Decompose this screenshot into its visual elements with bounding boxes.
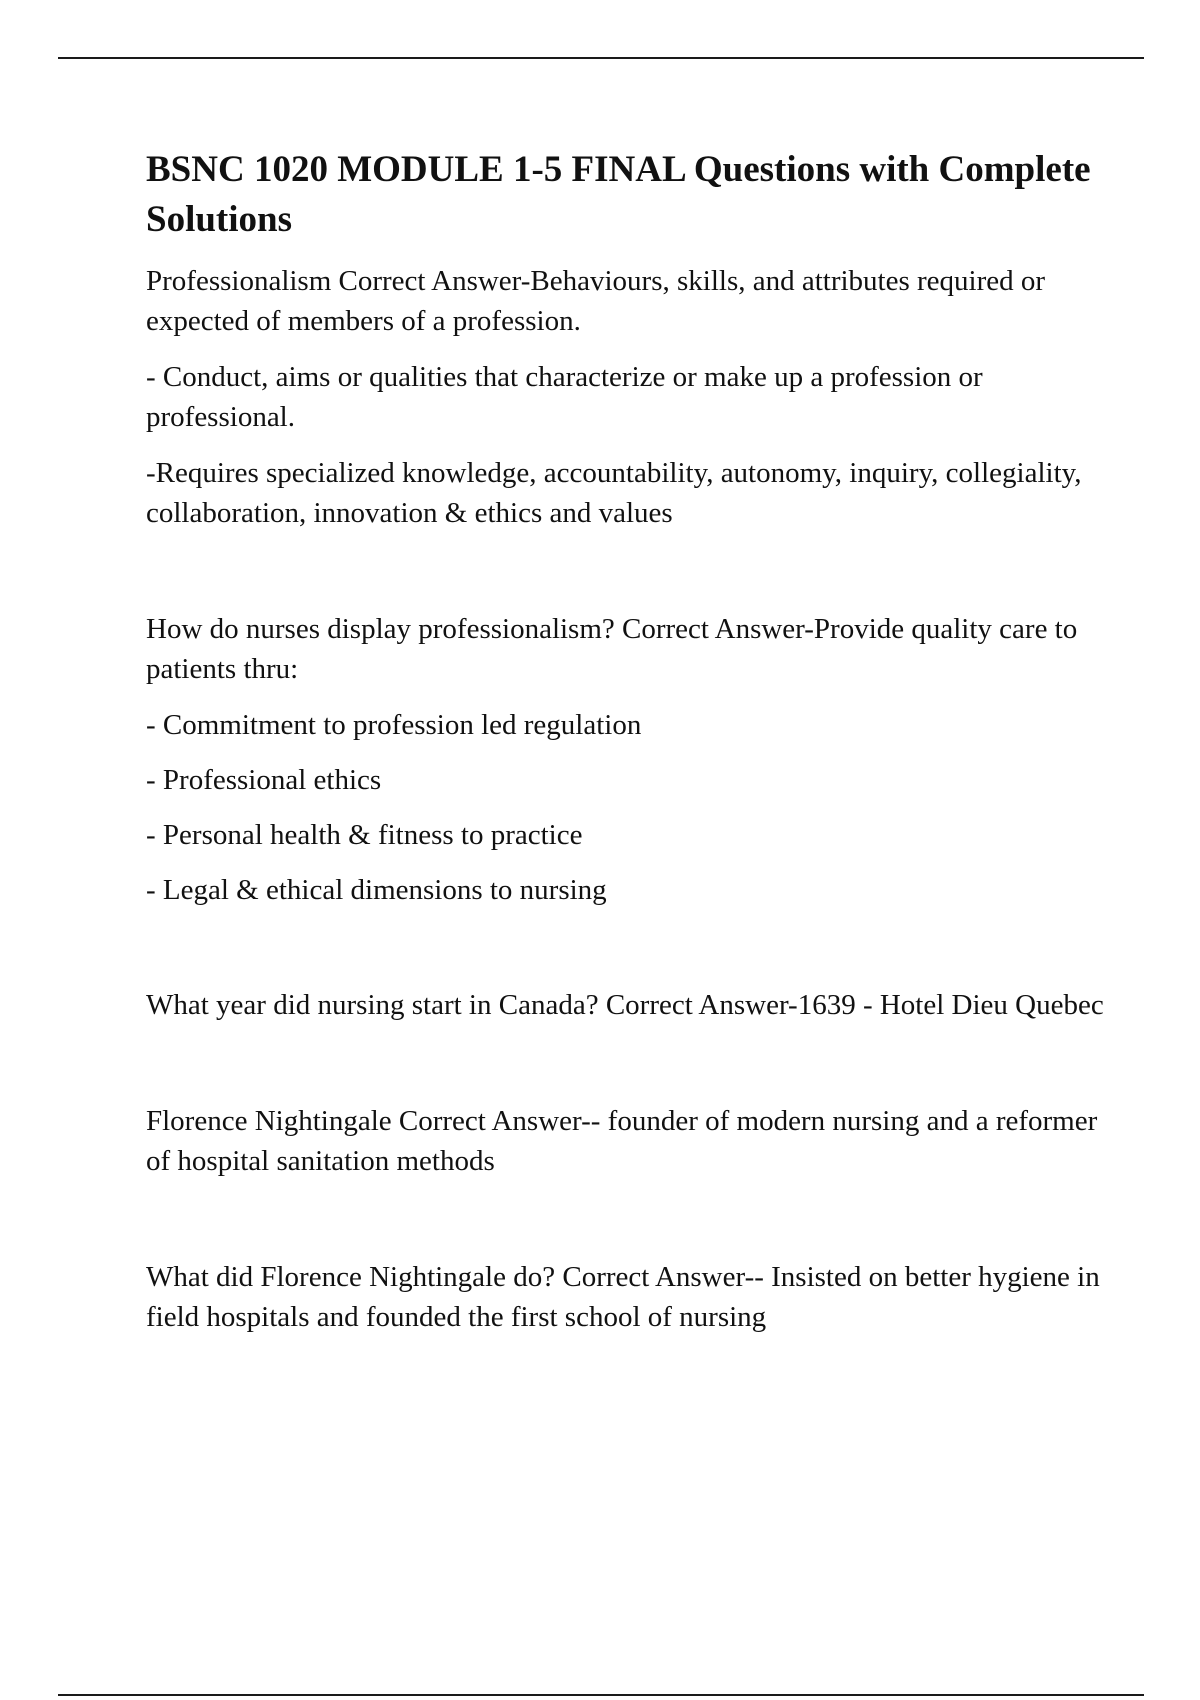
answer-list-item: - Professional ethics bbox=[146, 764, 382, 796]
answer-paragraph: What year did nursing start in Canada? Correct Answer-1639 - Hotel Dieu Quebec bbox=[146, 989, 1104, 1021]
answer-list-item: - Legal & ethical dimensions to nursing bbox=[146, 874, 607, 906]
qa-section-nursing-canada bbox=[146, 985, 1106, 1025]
answer-paragraph: -Requires specialized knowledge, accountability, autonomy, inquiry, collegiality, collaboration, innovation & ethics and values bbox=[146, 457, 1082, 529]
qa-section-professionalism bbox=[146, 261, 1106, 533]
header-divider bbox=[58, 57, 1144, 59]
qa-section-display-professionalism bbox=[146, 609, 1106, 910]
answer-paragraph: Professionalism Correct Answer-Behaviours, skills, and attributes required or expected of members of a profession. bbox=[146, 265, 1046, 337]
answer-paragraph: - Conduct, aims or qualities that characterize or make up a profession or professional. bbox=[146, 361, 983, 433]
qa-section-nightingale-contributions bbox=[146, 1257, 1106, 1337]
answer-paragraph: How do nurses display professionalism? Correct Answer-Provide quality care to patients thru: bbox=[146, 613, 1078, 685]
answer-list-item: - Commitment to profession led regulation bbox=[146, 709, 642, 741]
section-spacer bbox=[146, 549, 1106, 609]
answer-list-item: - Personal health & fitness to practice bbox=[146, 819, 583, 851]
section-spacer bbox=[146, 925, 1106, 985]
document-body bbox=[146, 145, 1106, 1353]
qa-section-florence-nightingale bbox=[146, 1101, 1106, 1181]
answer-paragraph: What did Florence Nightingale do? Correct Answer-- Insisted on better hygiene in field hospitals and founded the first school of nursing bbox=[146, 1261, 1100, 1333]
answer-paragraph: Florence Nightingale Correct Answer-- founder of modern nursing and a reformer of hospital sanitation methods bbox=[146, 1105, 1098, 1177]
document-title: BSNC 1020 MODULE 1-5 FINAL Questions with Complete Solutions bbox=[146, 149, 1091, 240]
section-spacer bbox=[146, 1197, 1106, 1257]
section-spacer bbox=[146, 1041, 1106, 1101]
footer-divider bbox=[58, 1694, 1144, 1696]
